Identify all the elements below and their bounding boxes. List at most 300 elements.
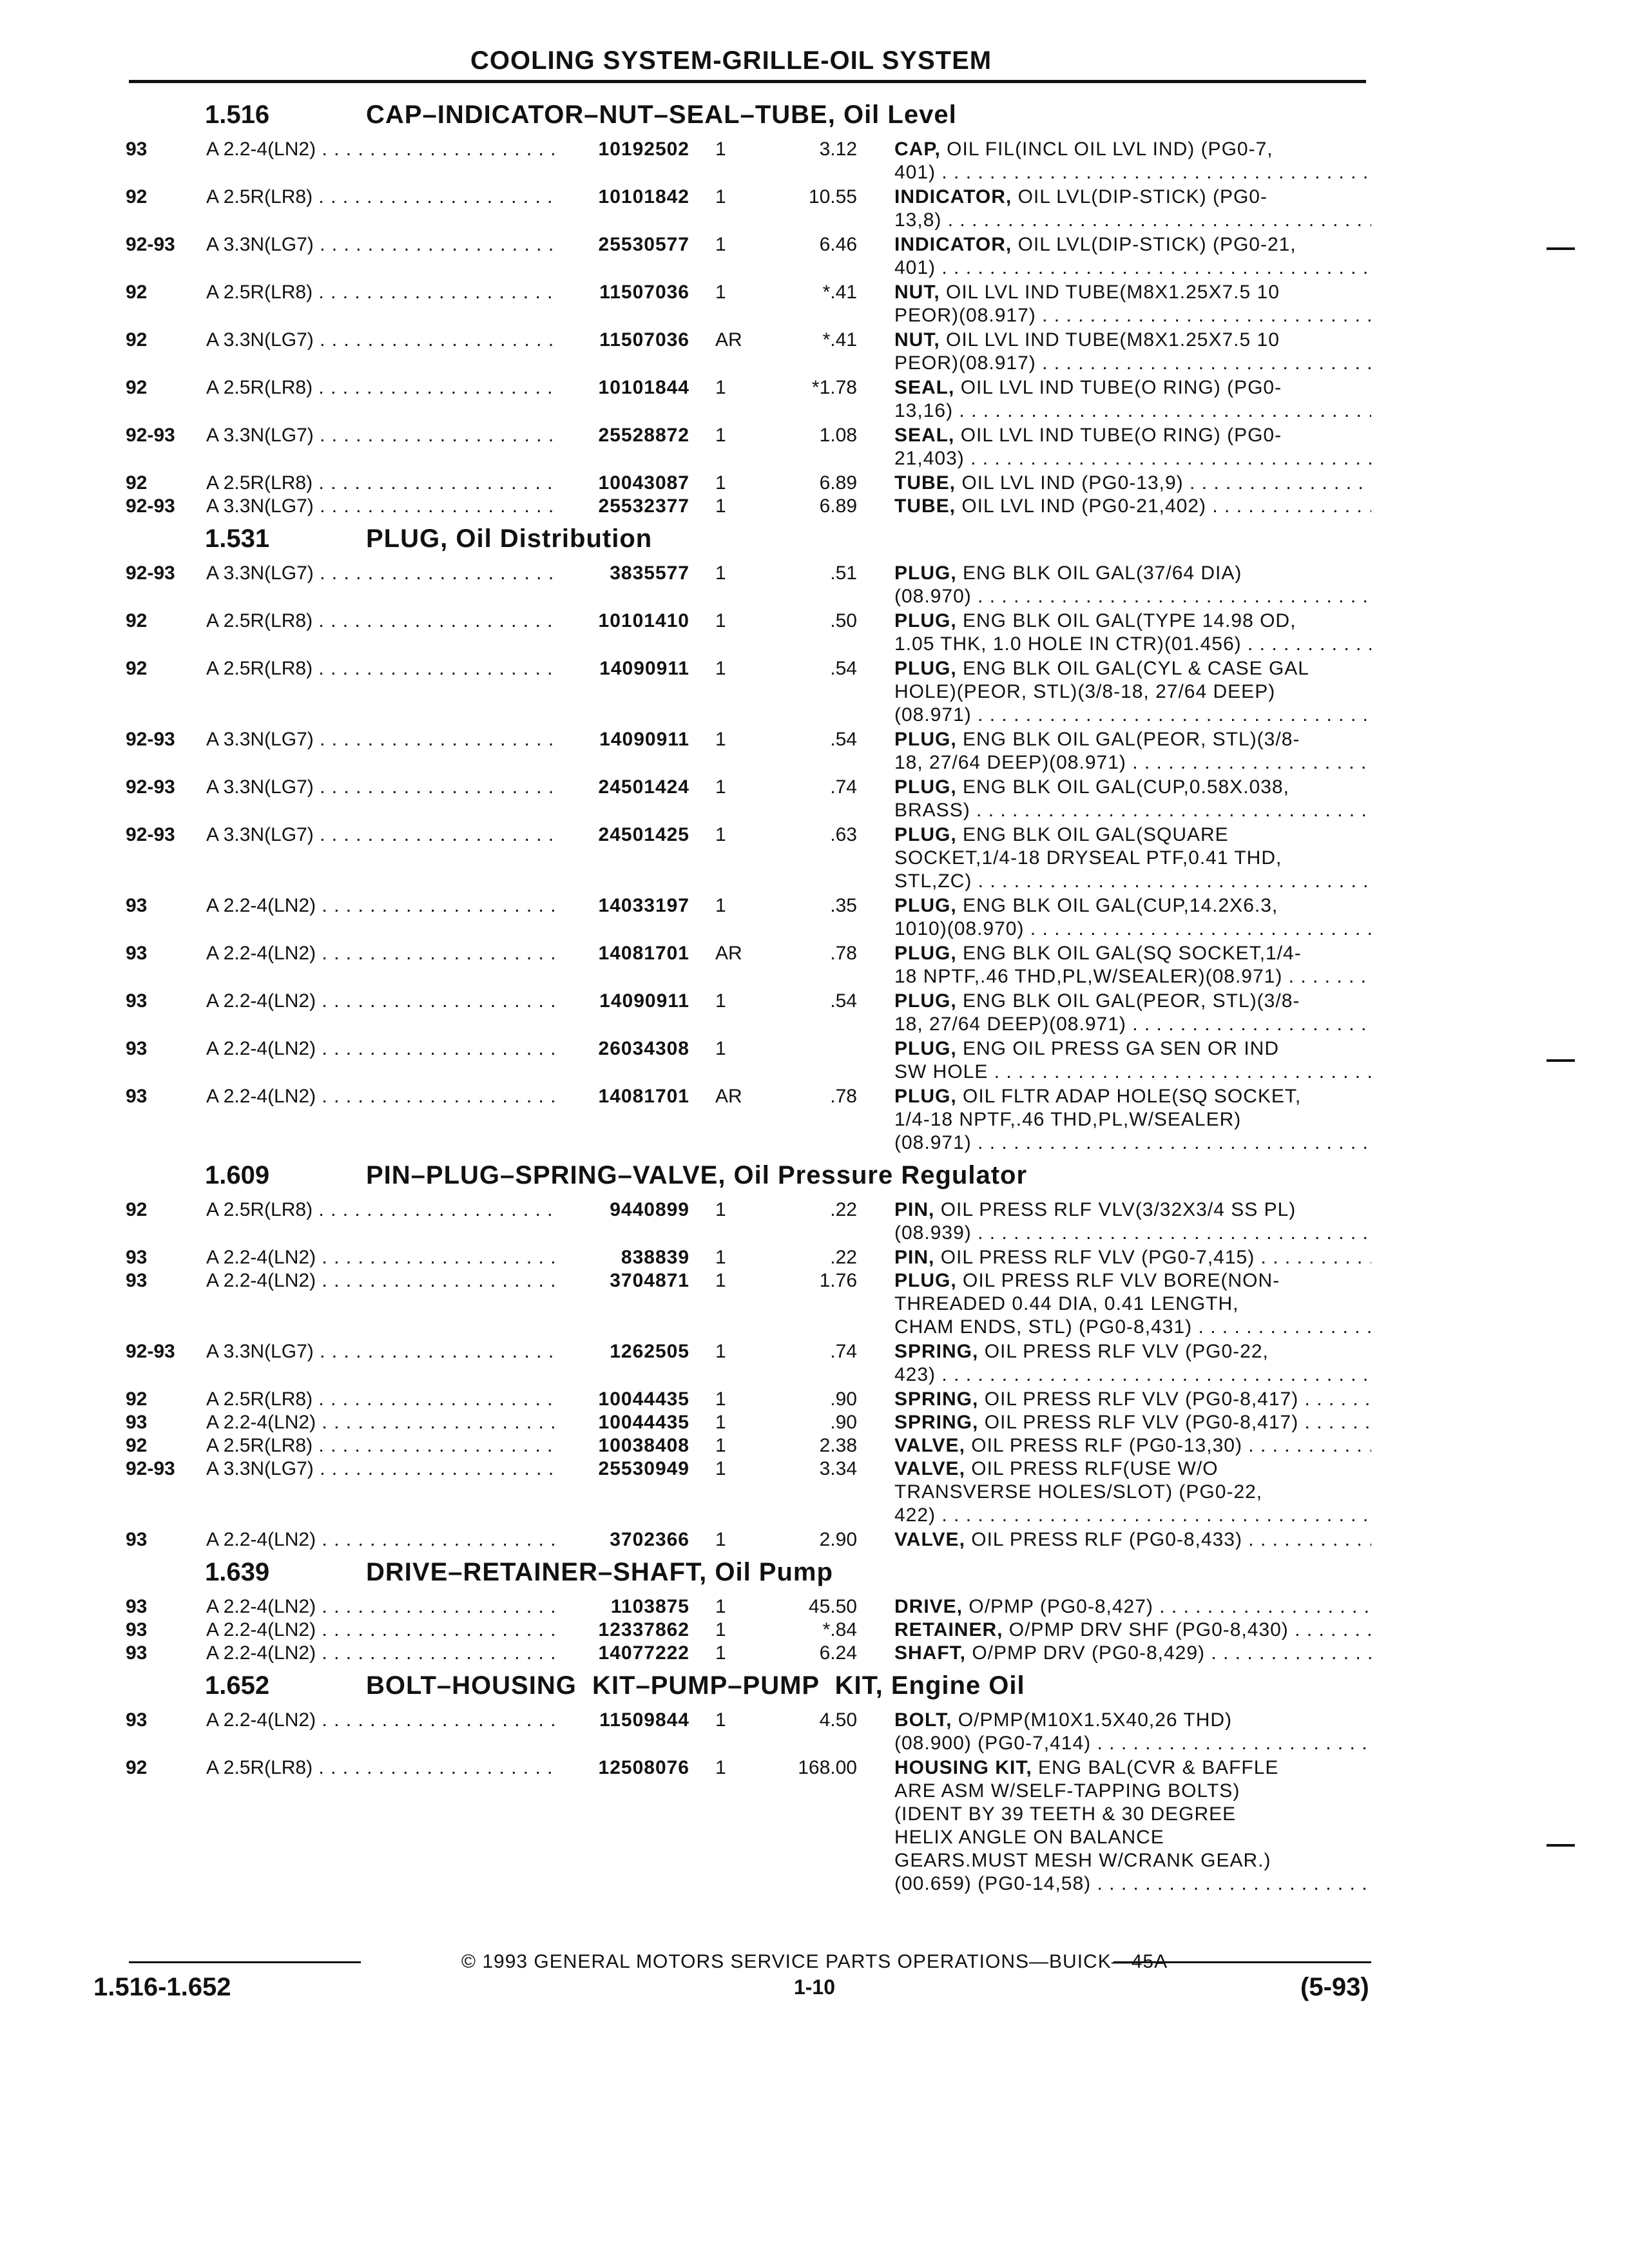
quantity: 1 [715,425,726,446]
part-row [0,1756,1629,1897]
application: A 3.3N(LG7) . . . [206,1457,557,1481]
description [894,281,1371,327]
description-text: BRASS) [894,800,970,821]
part-number: 1262505 [610,1341,689,1362]
description-line [894,1642,1371,1665]
section-number: 1.652 [205,1671,270,1700]
part-row [0,823,1629,894]
application: A 2.2-4(LN2) . . . [206,1037,557,1061]
price: 3.12 [819,139,857,160]
description-line [894,1411,1371,1434]
part-name: PLUG, [894,943,957,964]
section-title: CAP–INDICATOR–NUT–SEAL–TUBE, Oil Level [366,101,957,129]
margin-mark [1547,247,1575,250]
part-row [0,376,1629,424]
part-name: BOLT, [894,1709,952,1731]
application: A 2.2-4(LN2) . . . [206,1642,557,1665]
quantity: 1 [715,1642,726,1664]
part-number: 24501424 [598,776,689,798]
quantity: 1 [715,377,726,398]
description-line [894,1269,1371,1293]
quantity: 1 [715,1529,726,1550]
description-text: CHAM ENDS, STL) (PG0-8,431) [894,1316,1193,1338]
part-number: 14090911 [599,658,689,679]
description-text: HELIX ANGLE ON BALANCE [894,1827,1164,1848]
quantity: 1 [715,776,726,798]
part-number: 25528872 [598,425,689,446]
application: A 3.3N(LG7) . . . [206,728,557,751]
part-row [0,1246,1629,1269]
description-text: OIL PRESS RLF VLV (PG0-7,415) [934,1247,1255,1268]
description-text: ENG BLK OIL GAL(CYL & CASE GAL [956,658,1309,679]
description [894,990,1371,1036]
part-number: 25530577 [598,234,689,255]
description-line [894,1826,1371,1849]
model-year: 92 [126,1757,148,1778]
application: A 2.5R(LR8) . . . [206,1198,557,1222]
quantity: 1 [715,1757,726,1778]
price: 10.55 [808,186,857,207]
application: A 2.5R(LR8) . . . [206,657,557,680]
description-line [894,1108,1371,1131]
description-text: ENG BLK OIL GAL(CUP,14.2X6.3, [956,895,1278,916]
model-year: 93 [126,943,148,964]
quantity: 1 [715,990,726,1012]
part-row [0,1085,1629,1156]
description-line [894,1222,1371,1245]
description-text: OIL LVL IND (PG0-13,9) [956,472,1184,494]
description-text: OIL PRESS RLF VLV (PG0-8,417) [978,1412,1299,1433]
application: A 3.3N(LG7) . . . [206,823,557,847]
description-text: ENG OIL PRESS GA SEN OR IND [956,1038,1280,1059]
description-text: 1.05 THK, 1.0 HOLE IN CTR)(01.456) [894,633,1242,655]
description-line [894,209,1371,232]
description-text: 422) [894,1504,936,1526]
model-year: 92-93 [126,729,175,750]
section-title: PIN–PLUG–SPRING–VALVE, Oil Pressure Regulator [366,1161,1028,1189]
part-row [0,776,1629,823]
part-number: 11507036 [599,282,689,303]
section-number: 1.609 [205,1161,270,1189]
quantity: 1 [715,495,726,517]
description-line [894,1780,1371,1803]
description-line [894,965,1371,988]
description [894,1411,1371,1434]
part-number: 10101844 [598,377,689,398]
description [894,376,1371,423]
application: A 2.2-4(LN2) . . . [206,1269,557,1293]
model-year: 93 [126,1596,148,1617]
model-year: 93 [126,1412,148,1433]
part-name: PIN, [894,1247,935,1268]
price: .22 [830,1247,857,1268]
application: A 3.3N(LG7) . . . [206,233,557,256]
description-text: PEOR)(08.917) [894,305,1036,326]
description-text: OIL PRESS RLF (PG0-13,30) [965,1435,1242,1456]
quantity: 1 [715,1709,726,1731]
description-line [894,1803,1371,1826]
part-row [0,894,1629,942]
description-line [894,256,1371,280]
part-number: 3835577 [610,562,689,584]
description-text: ENG BLK OIL GAL(PEOR, STL)(3/8- [956,990,1300,1012]
description [894,233,1371,280]
price: 1.76 [819,1270,857,1291]
part-row [0,1595,1629,1619]
description [894,942,1371,988]
quantity: 1 [715,139,726,160]
model-year: 93 [126,1642,148,1664]
part-row [0,1340,1629,1388]
part-number: 3702366 [610,1529,689,1550]
section-header [0,1670,1629,1709]
price: 6.46 [819,234,857,255]
footer-page-number: 1-10 [793,1975,836,1999]
model-year: 93 [126,1270,148,1291]
footer-section-range: 1.516-1.652 [93,1973,231,2001]
part-number: 14081701 [598,1086,689,1107]
quantity: 1 [715,1038,726,1059]
description [894,1709,1371,1755]
page-title: COOLING SYSTEM-GRILLE-OIL SYSTEM [470,46,992,75]
application: A 3.3N(LG7) . . . [206,329,557,352]
quantity: 1 [715,1389,726,1410]
part-row [0,562,1629,610]
price: .54 [830,658,857,679]
application: A 2.2-4(LN2) . . . [206,1411,557,1434]
part-number: 14033197 [598,895,689,916]
quantity: 1 [715,472,726,494]
footer-date: (5-93) [1300,1973,1369,2001]
application: A 3.3N(LG7) . . . [206,776,557,799]
description-line [894,1131,1371,1155]
description [894,1198,1371,1245]
description-text: OIL PRESS RLF VLV (PG0-22, [978,1341,1269,1362]
part-name: NUT, [894,282,940,303]
title-rule [129,80,1366,83]
description-text: ENG BLK OIL GAL(CUP,0.58X.038, [956,776,1289,798]
description-text: (08.970) [894,586,972,607]
quantity: 1 [715,1199,726,1220]
part-number: 9440899 [610,1199,689,1220]
description-line [894,376,1371,399]
section-number: 1.531 [205,524,270,553]
section-header [0,523,1629,562]
description [894,1756,1371,1896]
description-text: HOLE)(PEOR, STL)(3/8-18, 27/64 DEEP) [894,681,1276,702]
application: A 3.3N(LG7) . . . [206,1340,557,1363]
footer-copyright: © 1993 GENERAL MOTORS SERVICE PARTS OPERATIONS—BUICK—45A [461,1951,1168,1972]
description-text: (08.971) [894,1132,972,1153]
description-text: 423) [894,1364,936,1385]
part-name: VALVE, [894,1458,965,1479]
description-text: 13,8) [894,209,942,231]
part-number: 10192502 [598,139,689,160]
part-row [0,1434,1629,1457]
section-header [0,1557,1629,1595]
price: .74 [830,1341,857,1362]
description [894,1340,1371,1387]
application: A 2.5R(LR8) . . . [206,376,557,399]
price: .35 [830,895,857,916]
part-number: 10038408 [598,1435,689,1456]
description-text: ENG BLK OIL GAL(37/64 DIA) [956,562,1242,584]
description-line [894,870,1371,893]
part-number: 14090911 [599,729,689,750]
model-year: 92-93 [126,824,175,845]
application: A 2.5R(LR8) . . . [206,1388,557,1411]
section-title: DRIVE–RETAINER–SHAFT, Oil Pump [366,1558,833,1586]
part-row [0,1642,1629,1666]
description-line [894,1316,1371,1339]
model-year: 92 [126,1389,148,1410]
part-name: PLUG, [894,729,957,750]
description-line [894,751,1371,774]
description [894,424,1371,470]
part-number: 838839 [621,1247,689,1268]
description-line [894,1481,1371,1504]
model-year: 92 [126,1199,148,1220]
description-line [894,1013,1371,1036]
model-year: 93 [126,990,148,1012]
description-line [894,894,1371,918]
price: 4.50 [819,1709,857,1731]
description [894,1642,1371,1665]
part-name: SHAFT, [894,1642,966,1664]
part-number: 10101842 [598,186,689,207]
part-name: TUBE, [894,495,956,517]
part-number: 14090911 [599,990,689,1012]
model-year: 92 [126,472,148,494]
part-name: PLUG, [894,1086,957,1107]
description-line [894,1504,1371,1527]
description-line [894,918,1371,941]
part-number: 10043087 [598,472,689,494]
application: A 2.2-4(LN2) . . . [206,1709,557,1732]
price: .54 [830,990,857,1012]
quantity: 1 [715,1247,726,1268]
model-year: 92 [126,658,148,679]
part-row [0,186,1629,233]
model-year: 93 [126,1247,148,1268]
price: .22 [830,1199,857,1220]
description-line [894,1246,1371,1269]
description-text: O/PMP DRV SHF (PG0-8,430) [1003,1619,1289,1640]
price: .78 [830,943,857,964]
description [894,1246,1371,1269]
price: .90 [830,1412,857,1433]
price: .51 [830,562,857,584]
price: 6.89 [819,495,857,517]
quantity: 1 [715,1435,726,1456]
description-line [894,1732,1371,1755]
model-year: 93 [126,895,148,916]
description [894,186,1371,232]
description [894,1619,1371,1642]
description [894,1528,1371,1552]
quantity: 1 [715,729,726,750]
description-line [894,495,1371,518]
quantity: AR [715,943,742,964]
price: .74 [830,776,857,798]
description-line [894,329,1371,352]
description-text: 1/4-18 NPTF,.46 THD,PL,W/SEALER) [894,1109,1242,1130]
part-name: PLUG, [894,990,957,1012]
part-row [0,495,1629,519]
application: A 2.5R(LR8) . . . [206,1756,557,1780]
model-year: 92 [126,377,148,398]
model-year: 92-93 [126,425,175,446]
part-row [0,1619,1629,1642]
part-name: HOUSING KIT, [894,1757,1032,1778]
description-line [894,823,1371,847]
description [894,495,1371,518]
description-text: O/PMP(M10X1.5X40,26 THD) [952,1709,1233,1731]
description-line [894,304,1371,327]
description-text: TRANSVERSE HOLES/SLOT) (PG0-22, [894,1481,1263,1503]
application: A 2.2-4(LN2) . . . [206,1619,557,1642]
part-name: SPRING, [894,1412,979,1433]
margin-mark [1547,1844,1575,1847]
quantity: 1 [715,234,726,255]
part-number: 1103875 [610,1596,689,1617]
part-row [0,472,1629,495]
part-name: PLUG, [894,895,957,916]
description [894,1595,1371,1619]
application: A 2.5R(LR8) . . . [206,610,557,633]
price: *.41 [822,329,857,351]
quantity: AR [715,1086,742,1107]
application: A 3.3N(LG7) . . . [206,495,557,518]
part-name: PLUG, [894,562,957,584]
description-text: OIL PRESS RLF(USE W/O [965,1458,1219,1479]
quantity: 1 [715,562,726,584]
price: *.84 [822,1619,857,1640]
part-row [0,990,1629,1037]
model-year: 92 [126,282,148,303]
price: .90 [830,1389,857,1410]
part-number: 12508076 [598,1757,689,1778]
description-line [894,1849,1371,1872]
description-text: OIL LVL IND TUBE(O RING) (PG0- [954,425,1282,446]
model-year: 92-93 [126,1458,175,1479]
description-text: 18, 27/64 DEEP)(08.971) [894,1014,1126,1035]
application: A 2.5R(LR8) . . . [206,472,557,495]
margin-mark [1547,1059,1575,1062]
part-name: INDICATOR, [894,234,1012,255]
description-line [894,704,1371,727]
description-line [894,1198,1371,1222]
quantity: 1 [715,1619,726,1640]
part-name: VALVE, [894,1529,965,1550]
description-text: OIL FLTR ADAP HOLE(SQ SOCKET, [956,1086,1302,1107]
application: A 2.5R(LR8) . . . [206,281,557,304]
application: A 2.2-4(LN2) . . . [206,1528,557,1552]
quantity: 1 [715,895,726,916]
part-row [0,942,1629,990]
description-line [894,1595,1371,1619]
price: .78 [830,1086,857,1107]
application: A 3.3N(LG7) . . . [206,424,557,447]
description-text: SW HOLE [894,1061,988,1082]
description-line [894,472,1371,495]
description [894,728,1371,774]
part-number: 25530949 [598,1458,689,1479]
price: 6.24 [819,1642,857,1664]
application: A 2.2-4(LN2) . . . [206,138,557,161]
description-text: ENG BLK OIL GAL(PEOR, STL)(3/8- [956,729,1300,750]
description-text: (08.900) (PG0-7,414) [894,1733,1092,1754]
section-number: 1.516 [205,101,270,129]
description-text: 401) [894,257,936,278]
description-text: OIL LVL IND TUBE(O RING) (PG0- [954,377,1282,398]
description-text: ENG BAL(CVR & BAFFLE [1032,1757,1279,1778]
application: A 2.5R(LR8) . . . [206,1434,557,1457]
description-line [894,1340,1371,1363]
description-text: OIL LVL(DIP-STICK) (PG0-21, [1012,234,1296,255]
part-name: PLUG, [894,824,957,845]
description-text: (IDENT BY 39 TEETH & 30 DEGREE [894,1803,1237,1825]
description-text: (08.939) [894,1222,972,1244]
part-number: 24501425 [598,824,689,845]
description-text: 13,16) [894,400,954,421]
description-line [894,161,1371,184]
section-header [0,1160,1629,1198]
part-row [0,728,1629,776]
part-name: PLUG, [894,658,957,679]
price: .50 [830,610,857,631]
quantity: 1 [715,1412,726,1433]
description [894,657,1371,727]
part-name: PLUG, [894,610,957,631]
section-title: BOLT–HOUSING KIT–PUMP–PUMP KIT, Engine Oil [366,1671,1025,1700]
description-line [894,1528,1371,1552]
model-year: 92 [126,186,148,207]
part-number: 11509844 [599,1709,689,1731]
application: A 2.5R(LR8) . . . [206,186,557,209]
part-number: 3704871 [610,1270,689,1291]
description [894,138,1371,184]
description-line [894,562,1371,585]
quantity: 1 [715,1458,726,1479]
part-name: DRIVE, [894,1596,963,1617]
description-text: OIL LVL(DIP-STICK) (PG0- [1012,186,1268,207]
part-number: 12337862 [598,1619,689,1640]
description-line [894,281,1371,304]
model-year: 92-93 [126,1341,175,1362]
description-line [894,610,1371,633]
description-line [894,1434,1371,1457]
description [894,329,1371,375]
description-text: PEOR)(08.917) [894,352,1036,374]
part-row [0,1388,1629,1411]
part-name: NUT, [894,329,940,351]
description [894,823,1371,893]
part-number: 14077222 [598,1642,689,1664]
description-line [894,1293,1371,1316]
description [894,562,1371,608]
description-line [894,728,1371,751]
part-row [0,1198,1629,1246]
part-row [0,138,1629,186]
part-name: PLUG, [894,776,957,798]
part-name: CAP, [894,139,941,160]
part-row [0,657,1629,728]
quantity: 1 [715,1596,726,1617]
price: 168.00 [798,1757,857,1778]
description-line [894,1085,1371,1108]
part-row [0,424,1629,472]
